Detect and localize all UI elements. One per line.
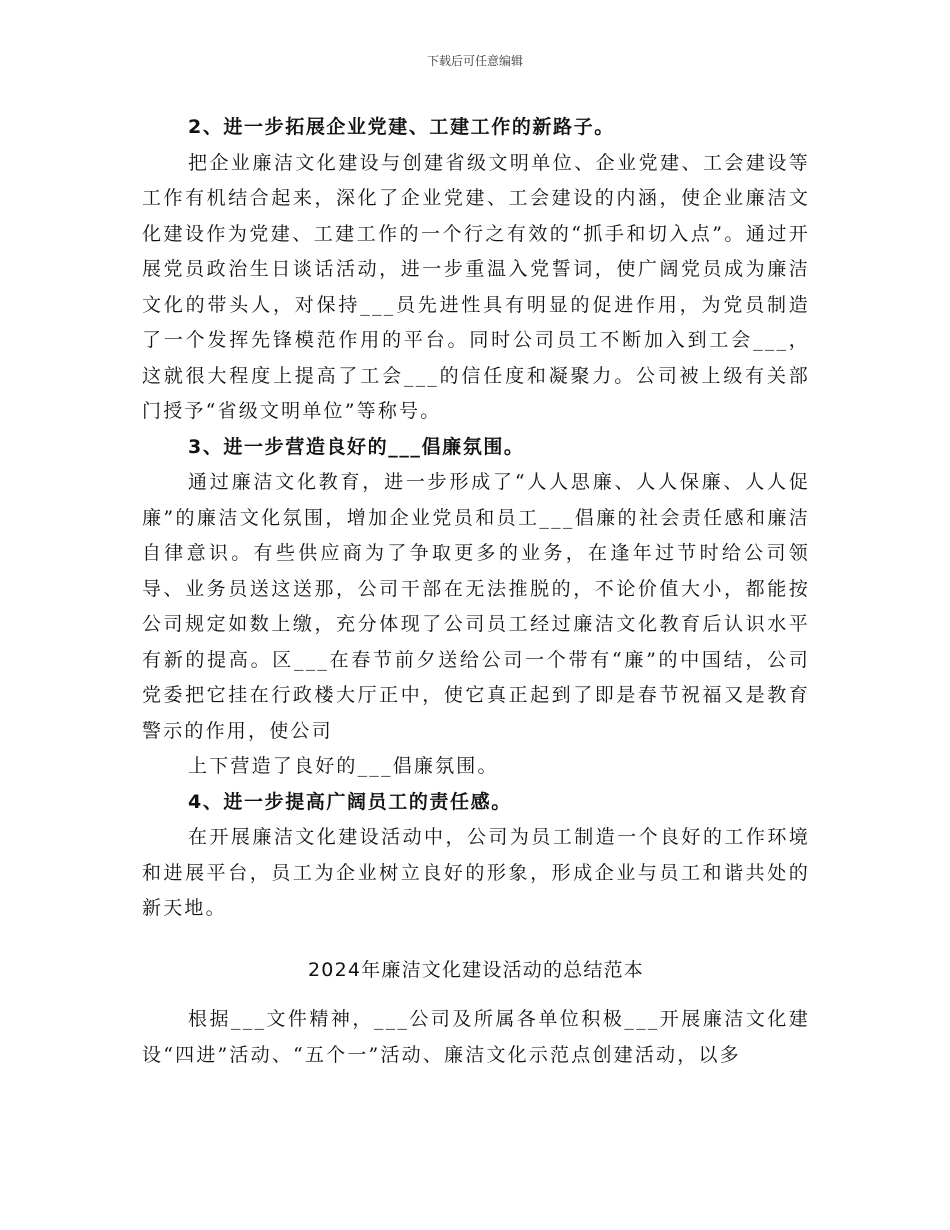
document-body xyxy=(142,110,810,1073)
section-heading-2: 2、进一步拓展企业党建、工建工作的新路子。 xyxy=(188,116,615,138)
section-heading-3: 3、进一步营造良好的___倡廉氛围。 xyxy=(188,435,525,458)
paragraph-intro: 根据___文件精神，___公司及所属各单位积极___开展廉洁文化建设“四进”活动、“五个一”活动、廉洁文化示范点创建活动，以多 xyxy=(142,1008,810,1066)
paragraph-responsibility: 在开展廉洁文化建设活动中，公司为员工制造一个良好的工作环境和进展平台，员工为企业树立良好的形象，形成企业与员工和谐共处的新天地。 xyxy=(142,826,810,919)
page-header-note: 下载后可任意编辑 xyxy=(426,54,523,68)
section-heading-4: 4、进一步提高广阔员工的责任感。 xyxy=(188,790,512,813)
document-title: 2024年廉洁文化建设活动的总结范本 xyxy=(308,958,644,981)
paragraph-party-building: 把企业廉洁文化建设与创建省级文明单位、企业党建、工会建设等工作有机结合起来，深化了企业党建、工会建设的内涵，使企业廉洁文化建设作为党建、工建工作的一个行之有效的“抓手和切入点”。通过开展党员政治生日谈话活动，进一步重温入党誓词，使广阔党员成为廉洁文化的带头人，对保持___员先进性具有明显的促进作用，为党员制造了一个发挥先锋模范作用的平台。同时公司员工不断加入到工会___，这就很大程度上提高了工会___的信任度和凝聚力。公司被上级有关部门授予“省级文明单位”等称号。 xyxy=(142,151,810,422)
paragraph-integrity-atmosphere: 通过廉洁文化教育，进一步形成了“人人思廉、人人保廉、人人促廉”的廉洁文化氛围，增加企业党员和员工___倡廉的社会责任感和廉洁自律意识。有些供应商为了争取更多的业务，在逢年过节时给公司领导、业务员送这送那，公司干部在无法推脱的，不论价值大小，都能按公司规定如数上缴，充分体现了公司员工经过廉洁文化教育后认识水平有新的提高。区___在春节前夕送给公司一个带有“廉”的中国结，公司党委把它挂在行政楼大厅正中，使它真正起到了即是春节祝福又是教育警示的作用，使公司 xyxy=(142,471,810,742)
paragraph-integrity-atmosphere-cont: 上下营造了良好的___倡廉氛围。 xyxy=(188,755,499,777)
